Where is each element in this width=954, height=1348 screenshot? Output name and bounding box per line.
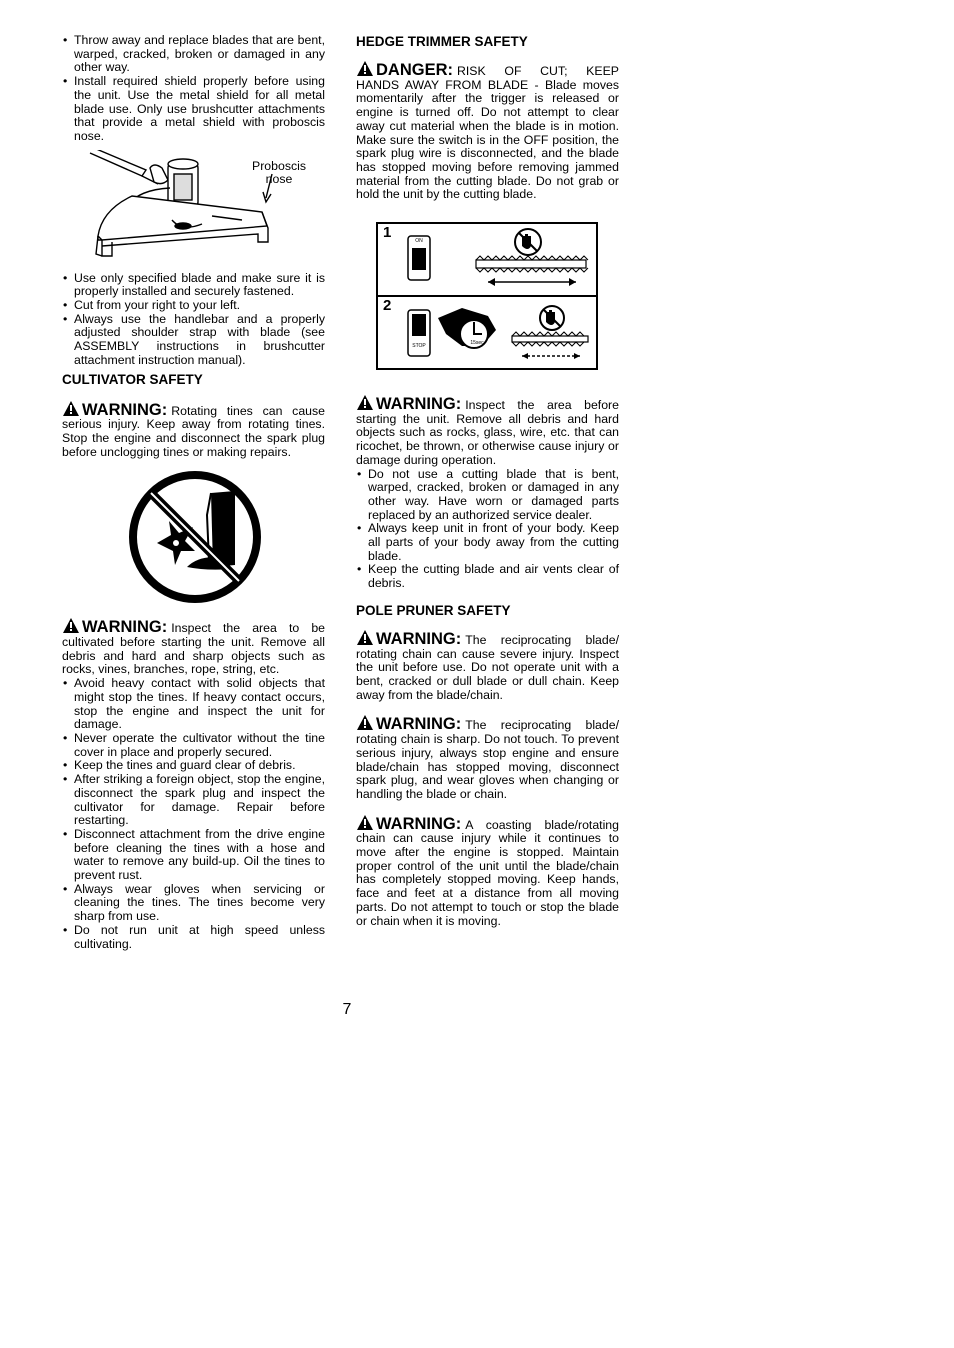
warning-text: Rotating tines can cause serious injury. Keep away from rotating tines. Stop the engine and disconnect the spark plug before unclogging tines or making repairs. bbox=[62, 403, 325, 459]
cultivator-warning-2 bbox=[62, 617, 325, 677]
hedge-danger bbox=[356, 60, 619, 202]
hedge-figure bbox=[376, 222, 598, 370]
step-2-label: 2 bbox=[383, 297, 392, 315]
list-item: • Do not use a cutting blade that is bent, warped, cracked, broken or damaged in any other way. Have worn or damaged parts replaced by an authorized service dealer. bbox=[356, 468, 619, 523]
cultivator-heading: CULTIVATOR SAFETY bbox=[62, 371, 203, 387]
left-column bbox=[62, 34, 325, 951]
pole-pruner-heading: POLE PRUNER SAFETY bbox=[356, 602, 511, 618]
pruner-warning-1 bbox=[356, 629, 619, 703]
on-switch-label: ON bbox=[415, 238, 423, 245]
list-item: • Never operate the cultivator without the tine cover in place and properly secured. bbox=[62, 732, 325, 759]
shield-figure bbox=[62, 150, 325, 268]
list-item: • Throw away and replace blades that are bent, warped, cracked, broken or damaged in any other way. bbox=[62, 34, 325, 75]
timer-label: 15sec bbox=[470, 340, 484, 347]
warning-triangle-icon bbox=[356, 714, 374, 731]
warning-triangle-icon bbox=[356, 814, 374, 831]
list-item: • Cut from your right to your left. bbox=[62, 299, 325, 313]
warning-triangle-icon bbox=[62, 617, 80, 634]
list-item: • Do not run unit at high speed unless cultivating. bbox=[62, 924, 325, 951]
no-hands-tines-figure bbox=[127, 469, 263, 605]
warning-text: The reciprocating blade/ rotating chain can cause severe injury. Inspect the unit before use. Do not operate unit with a bent, cracked or dull blade or dull chain. Keep away from the blade/chain. bbox=[356, 632, 619, 702]
list-item: • Install required shield properly before using the unit. Use the metal shield for all metal blade use. Only use brushcutter attachments that provide a metal shield with proboscis nose. bbox=[62, 75, 325, 144]
step-1-label: 1 bbox=[383, 224, 392, 242]
blade-bullets-mid bbox=[62, 272, 325, 368]
warning-text: Inspect the area before starting the unit. Remove all debris and hard objects such as rocks, glass, wire, etc. that can ricochet, be thrown, or otherwise cause injury or damage during operation. bbox=[356, 398, 619, 467]
list-item: • Keep the cutting blade and air vents clear of debris. bbox=[356, 563, 619, 590]
signal-word: DANGER: bbox=[376, 61, 453, 79]
warning-triangle-icon bbox=[356, 60, 374, 77]
warning-text: The reciprocating blade/ rotating chain is sharp. Do not touch. To prevent serious injury, always stop engine and ensure blade/chain has stopped moving, disconnect spark plug, and wear gloves when changing or handling the blade or chain. bbox=[356, 718, 619, 801]
list-item: • Always keep unit in front of your body. Keep all parts of your body away from the cutting blade. bbox=[356, 522, 619, 563]
warning-triangle-icon bbox=[356, 629, 374, 646]
signal-word: WARNING: bbox=[376, 715, 462, 734]
prohibition-icon bbox=[127, 469, 263, 605]
blade-bullets-top bbox=[62, 34, 325, 144]
warning-triangle-icon bbox=[356, 394, 374, 411]
list-item: • Always wear gloves when servicing or cleaning the tines. The tines become very sharp from use. bbox=[62, 883, 325, 924]
hedge-trimmer-heading: HEDGE TRIMMER SAFETY bbox=[356, 34, 528, 49]
danger-text: RISK OF CUT; KEEP HANDS AWAY FROM BLADE - Blade moves momentarily after the trigger is released or engine is turned off. Do not attempt to clear away cut material when the blade is in motion. Make sure the switch is in the OFF position, the spark plug wire is disconnected, and the blade has stopped moving before removing jammed material from the cutting blade. Do not grab or hold the unit by the cutting blade. bbox=[356, 64, 619, 202]
warning-text: A coasting blade/rotating chain can cause injury while it continues to move after the engine is stopped. Maintain proper control of the unit until the blade/chain has completely stopped moving. Keep hands, face and feet at a distance from all moving parts. Do not attempt to touch or stop the blade or chain when it is moving. bbox=[356, 817, 619, 928]
cultivator-bullets bbox=[62, 677, 325, 951]
warning-triangle-icon bbox=[62, 400, 80, 417]
list-item: • Always use the handlebar and a properly adjusted shoulder strap with blade (see ASSEMBLY instructions in brushcutter attachment instruction manual). bbox=[62, 313, 325, 368]
page-number: 7 bbox=[342, 1001, 352, 1018]
list-item: • Disconnect attachment from the drive engine before cleaning the tines with a hose and water to remove any build-up. Oil the tines to prevent rust. bbox=[62, 828, 325, 883]
right-column bbox=[356, 34, 619, 928]
warning-text: Inspect the area to be cultivated before starting the unit. Remove all debris and hard and sharp objects such as rocks, vines, branches, rope, string, etc. bbox=[62, 621, 325, 677]
signal-word: WARNING: bbox=[82, 618, 168, 637]
hedge-warning bbox=[356, 394, 619, 468]
hedge-bullets bbox=[356, 468, 619, 591]
cultivator-warning-1 bbox=[62, 400, 325, 460]
signal-word: WARNING: bbox=[376, 814, 462, 833]
stop-switch-label: STOP bbox=[412, 343, 426, 350]
pruner-warning-3 bbox=[356, 814, 619, 929]
list-item: • Use only specified blade and make sure it is properly installed and securely fastened. bbox=[62, 272, 325, 299]
signal-word: WARNING: bbox=[376, 629, 462, 648]
signal-word: WARNING: bbox=[376, 395, 462, 414]
signal-word: WARNING: bbox=[82, 400, 168, 419]
pruner-warning-2 bbox=[356, 714, 619, 801]
list-item: • Keep the tines and guard clear of debris. bbox=[62, 759, 325, 773]
list-item: • After striking a foreign object, stop the engine, disconnect the spark plug and inspect the cultivator for damage. Repair before restarting. bbox=[62, 773, 325, 828]
proboscis-nose-label: Proboscis nose bbox=[252, 158, 306, 186]
list-item: • Avoid heavy contact with solid objects that might stop the tines. If heavy contact occurs, stop the engine and inspect the unit for damage. bbox=[62, 677, 325, 732]
